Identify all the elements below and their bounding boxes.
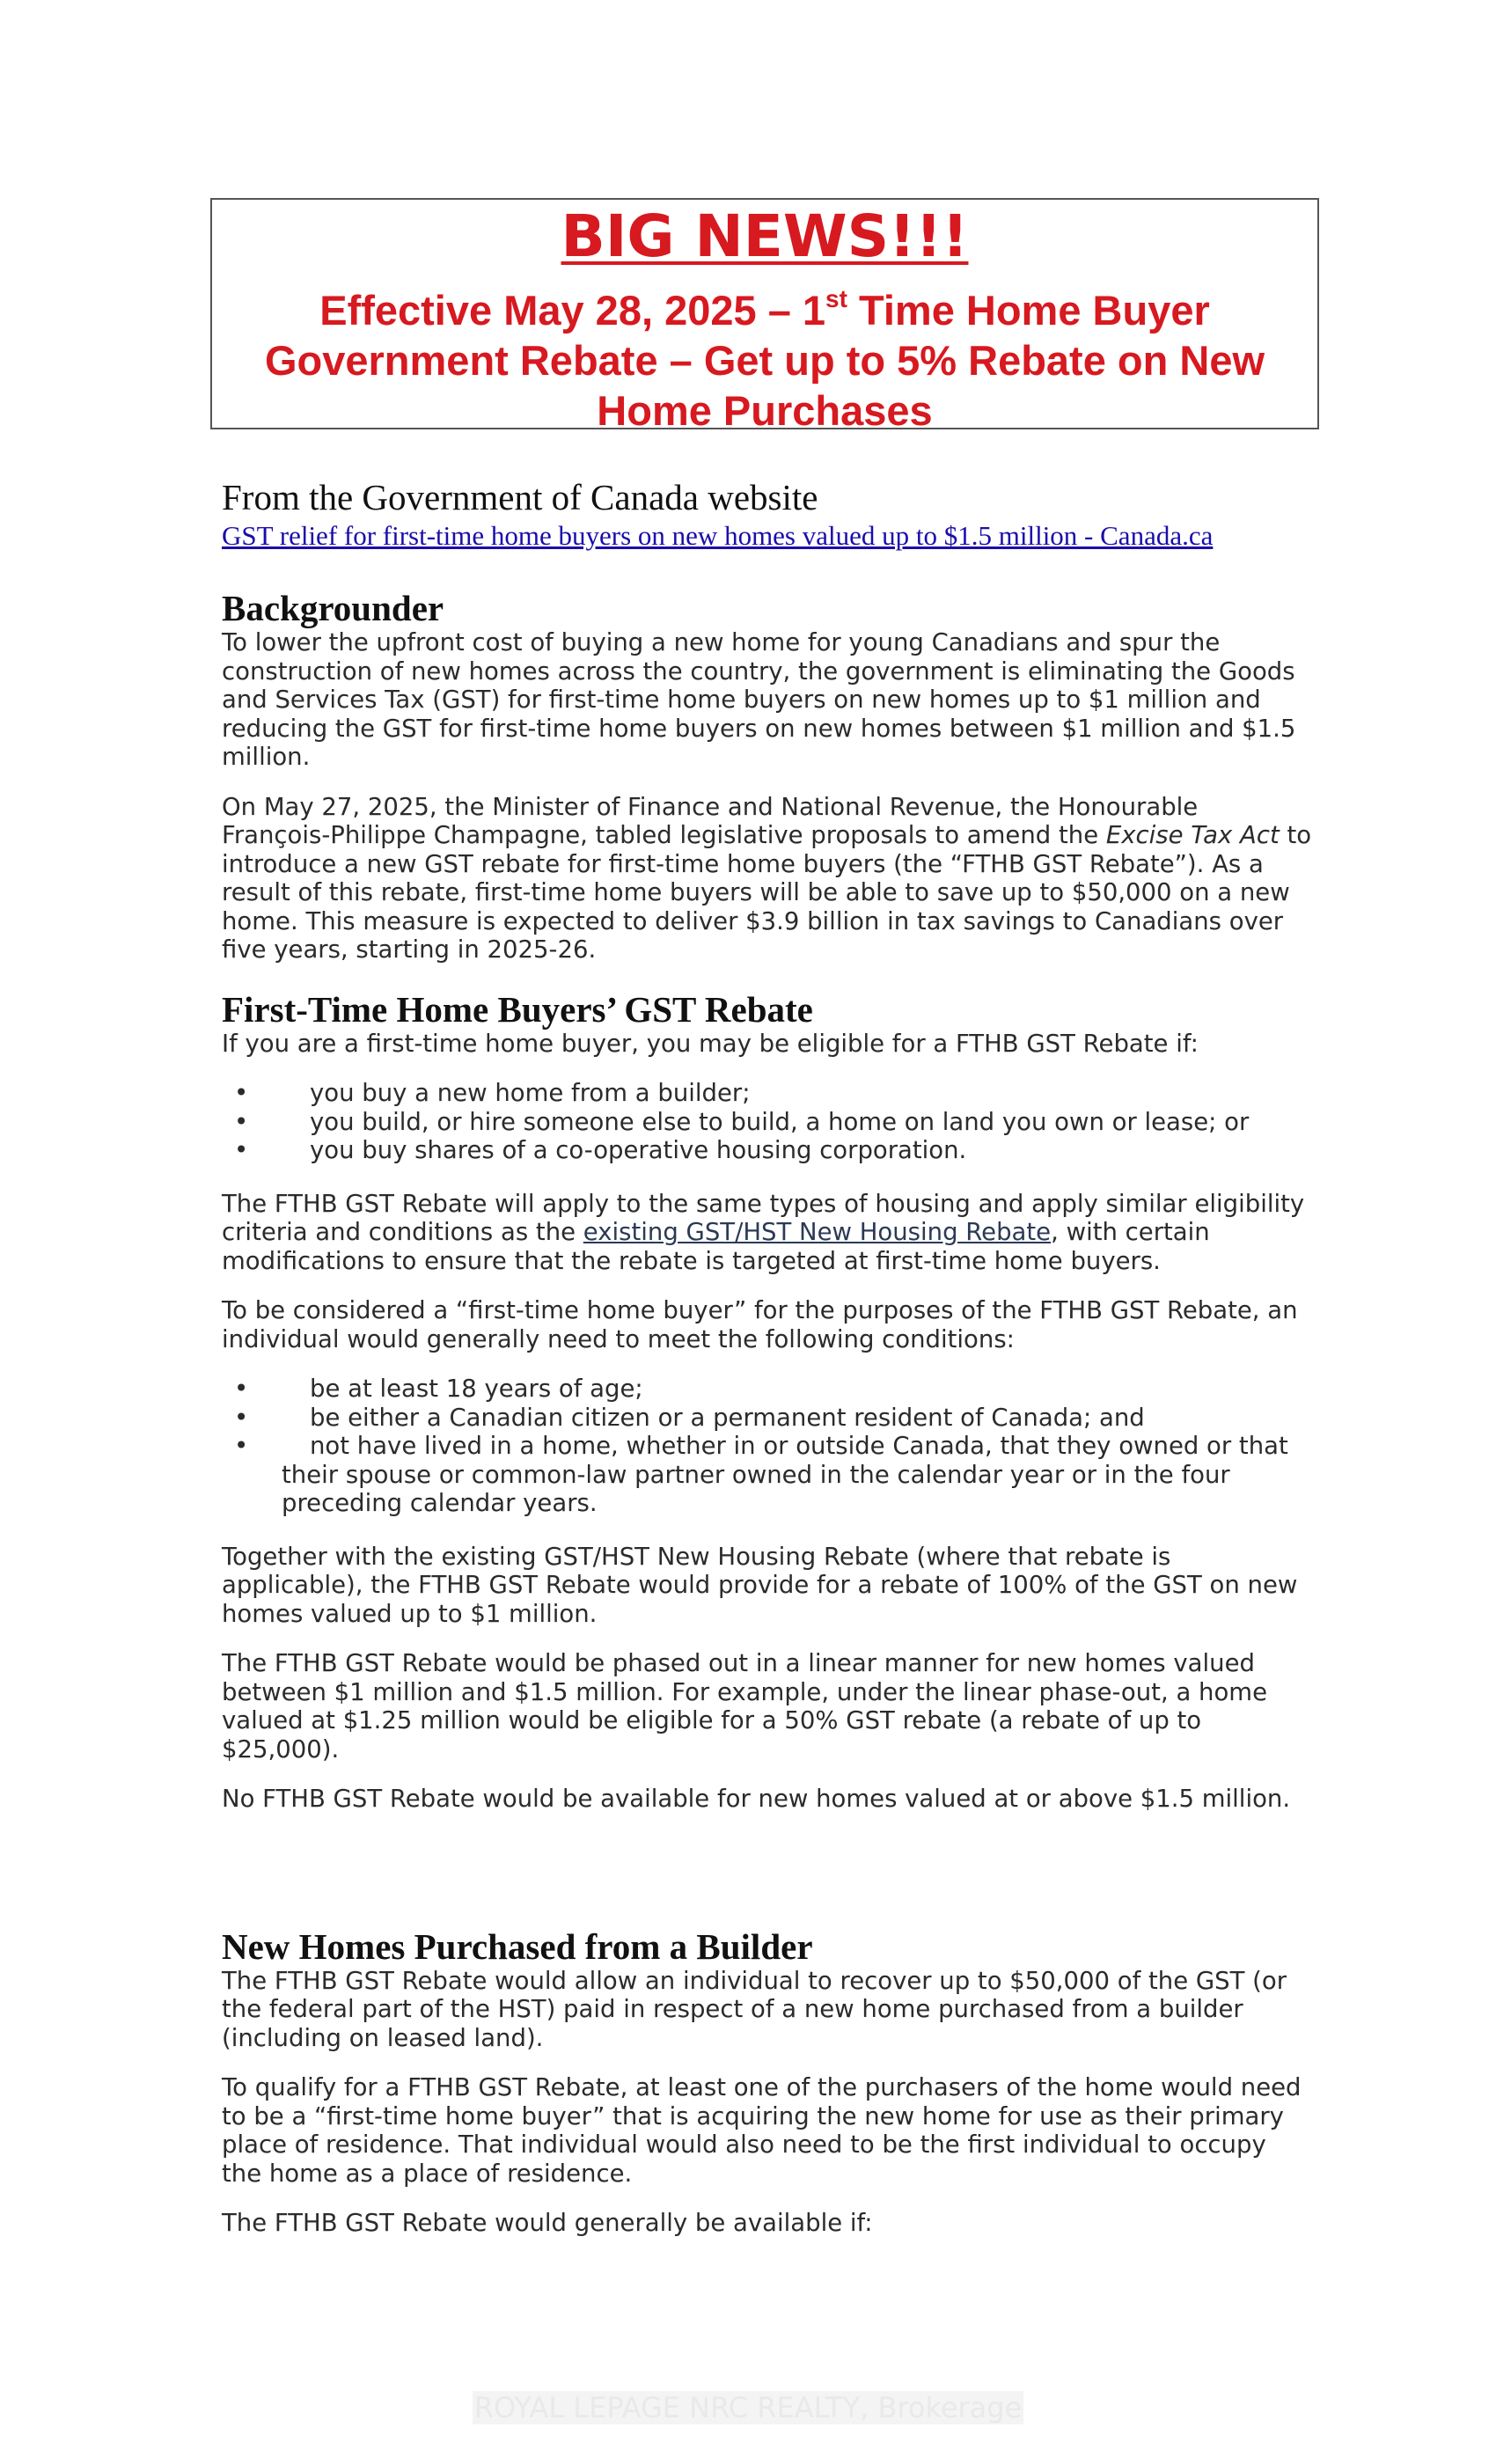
fthb-intro: If you are a first-time home buyer, you may be eligible for a FTHB GST Rebate if: <box>222 1029 1199 1058</box>
list-item: • be either a Canadian citizen or a permanent resident of Canada; and <box>234 1403 1145 1432</box>
backgrounder-p2-after: to introduce a new GST rebate for first-time home buyers (the “FTHB GST Rebate”). As a result of this rebate, first-time home buyers will be able to save up to $50,000 on a new home. This measure is expected to deliver $3.9 billion in tax savings to Canadians over five years, starting in 2025-26. <box>222 821 1312 964</box>
banner-line-prefix: Effective May 28, 2025 – 1 <box>319 287 826 334</box>
list-item: • be at least 18 years of age; <box>234 1375 643 1403</box>
list-item: • not have lived in a home, whether in or outside Canada, that they owned or that their spouse or common-law partner owned in the calendar year or in the four preceding calendar years. <box>234 1432 1288 1517</box>
fthb-together-paragraph: Together with the existing GST/HST New Housing Rebate (where that rebate is applicable), the FTHB GST Rebate would provide for a rebate of 100% of the GST on new homes valued up to $1 million. <box>222 1542 1298 1628</box>
backgrounder-paragraph-1: To lower the upfront cost of buying a new home for young Canadians and spur the construction of new homes across the country, the government is eliminating the Goods and Services Tax (GST) for first-time home buyers on new homes up to $1 million and reducing the GST for first-time home buyers on new homes between $1 million and $1.5 million. <box>222 628 1296 771</box>
fthb-phaseout-paragraph: The FTHB GST Rebate would be phased out in a linear manner for new homes valued between $1 million and $1.5 million. For example, under the linear phase-out, a home valued at $1.25 million would be eligible for a 50% GST rebate (a rebate of up to $25,000). <box>222 1649 1268 1764</box>
fthb-heading: First-Time Home Buyers’ GST Rebate <box>222 988 813 1030</box>
conditions-list <box>222 1375 1313 1518</box>
fthb-none-paragraph: No FTHB GST Rebate would be available for new homes valued at or above $1.5 million. <box>222 1785 1291 1813</box>
bullet-icon: • <box>234 1136 249 1164</box>
announcement-banner <box>210 198 1319 434</box>
builder-paragraph-1: The FTHB GST Rebate would allow an individual to recover up to $50,000 of the GST (or the federal part of the HST) paid in respect of a new home purchased from a builder (including on leased land). <box>222 1966 1287 2052</box>
list-item: • you build, or hire someone else to build, a home on land you own or lease; or <box>234 1107 1250 1136</box>
banner-line-superscript: st <box>825 285 847 312</box>
list-item: • you buy shares of a co-operative housing corporation. <box>234 1136 967 1164</box>
bullet-icon: • <box>234 1375 249 1403</box>
source-link[interactable]: GST relief for first-time home buyers on new homes valued up to $1.5 million - Canada.ca <box>222 520 1214 551</box>
brokerage-footer <box>0 2390 1496 2425</box>
banner-headline: BIG NEWS!!! <box>561 202 969 270</box>
fthb-conditions-intro: To be considered a “first-time home buyer” for the purposes of the FTHB GST Rebate, an individual would generally need to meet the following conditions: <box>222 1296 1298 1353</box>
bullet-icon: • <box>234 1432 249 1460</box>
backgrounder-heading: Backgrounder <box>222 588 444 628</box>
builder-paragraph-2: To qualify for a FTHB GST Rebate, at least one of the purchasers of the home would need to be a “first-time home buyer” that is acquiring the new home for use as their primary place of residence. That individual would also need to be the first individual to occupy the home as a place of residence. <box>222 2073 1302 2188</box>
eligibility-list <box>222 1079 1313 1165</box>
bullet-icon: • <box>234 1107 249 1136</box>
new-housing-rebate-link[interactable]: existing GST/HST New Housing Rebate <box>583 1218 1052 1246</box>
footer-text: ROYAL LEPAGE NRC REALTY, Brokerage <box>473 2391 1023 2424</box>
source-title: From the Government of Canada website <box>222 477 818 517</box>
banner-line-suffix: Time Home Buyer Government Rebate – Get up to 5% Rebate on New Home Purchases <box>264 287 1265 434</box>
list-item: • you buy a new home from a builder; <box>234 1079 751 1107</box>
document-body <box>222 475 1313 2259</box>
backgrounder-paragraph-2 <box>222 793 1313 964</box>
banner-subheadline <box>233 274 1296 436</box>
bullet-icon: • <box>234 1403 249 1432</box>
backgrounder-p2-before: On May 27, 2025, the Minister of Finance and National Revenue, the Honourable François-Philippe Champagne, tabled legislative proposals to amend the <box>222 792 1199 849</box>
excise-tax-act-text: Excise Tax Act <box>1105 821 1280 849</box>
builder-heading: New Homes Purchased from a Builder <box>222 1925 813 1967</box>
builder-paragraph-3: The FTHB GST Rebate would generally be available if: <box>222 2209 873 2237</box>
fthb-apply-paragraph: The FTHB GST Rebate will apply to the same types of housing and apply similar eligibility criteria and conditions as the existing GST/HST New Housing Rebate, with certain modifications to ensure that the rebate is targeted at first-time home buyers. <box>222 1189 1305 1275</box>
bullet-icon: • <box>234 1079 249 1107</box>
